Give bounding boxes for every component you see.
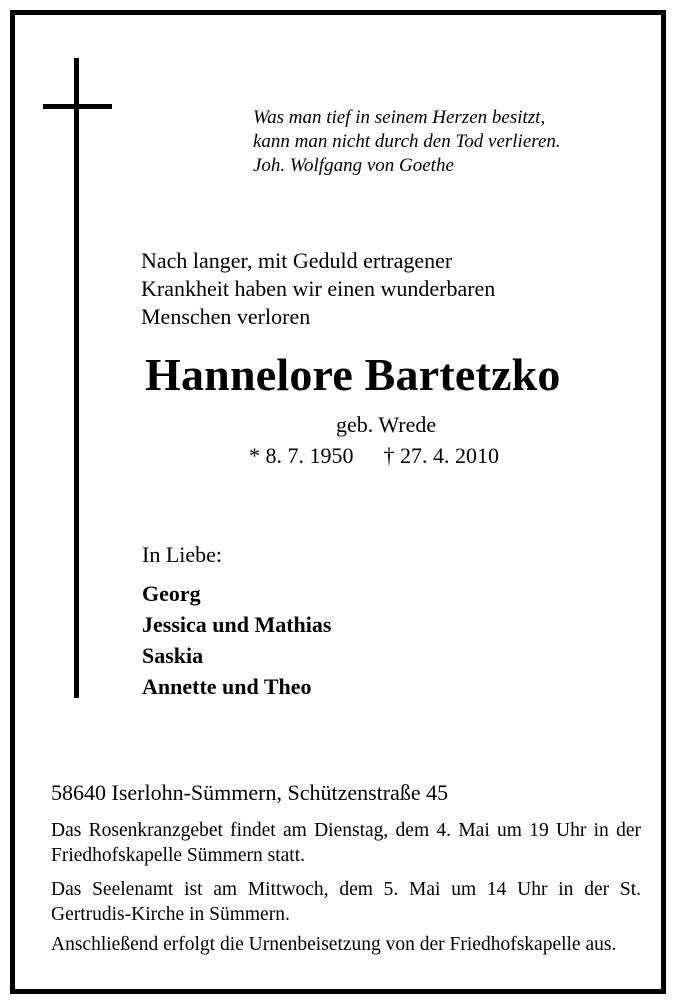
family-address: 58640 Iserlohn-Sümmern, Schützenstraße 45 [51,780,449,805]
quote-author: Joh. Wolfgang von Goethe [253,155,454,176]
goethe-quote [253,106,561,178]
mourner-name: Georg [142,581,201,606]
birth-date: * 8. 7. 1950 [249,443,354,468]
intro-line-2: Krankheit haben wir einen wunderbaren [141,276,496,301]
intro-line-3: Menschen verloren [141,304,311,329]
mourners-list [142,578,331,702]
quote-line-1: Was man tief in seinem Herzen besitzt, [253,107,546,128]
mourner-name: Jessica und Mathias [142,612,332,637]
deceased-name: Hannelore Bartetzko [145,349,561,400]
obituary-frame [10,10,666,994]
mourner-name: Annette und Theo [142,674,312,699]
quote-line-2: kann man nicht durch den Tod verlieren. [253,131,561,152]
death-date: † 27. 4. 2010 [383,443,499,468]
intro-text [141,247,495,331]
maiden-name: geb. Wrede [336,412,437,437]
cross-icon-vertical-bar [74,58,79,698]
mourners-label: In Liebe: [142,542,223,567]
notice-burial: Anschließend erfolgt die Urnenbeisetzung von der Friedhofskapelle aus. [51,934,617,955]
notice-rosary: Das Rosenkranzgebet findet am Dienstag, dem 4. Mai um 19 Uhr in der Friedhofskapelle Sümmern statt. [51,820,641,866]
mourner-name: Saskia [142,643,204,668]
notice-requiem: Das Seelenamt ist am Mittwoch, dem 5. Mai um 14 Uhr in der St. Gertrudis-Kirche in Sümmern. [51,879,641,925]
life-dates [249,442,499,470]
cross-icon-horizontal-bar [43,104,112,109]
intro-line-1: Nach langer, mit Geduld ertragener [141,248,453,273]
